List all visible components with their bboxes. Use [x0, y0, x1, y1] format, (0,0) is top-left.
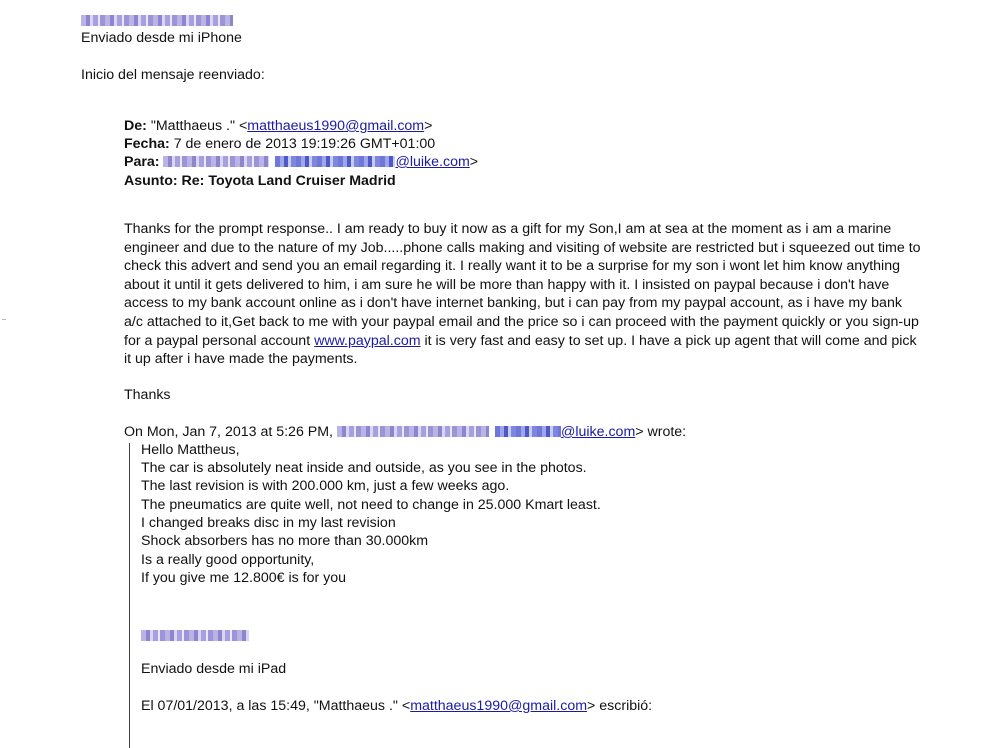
header-from: [124, 117, 432, 136]
quoted-line: Hello Mattheus,: [141, 442, 240, 458]
from-label: De:: [124, 118, 147, 134]
reply-prefix: El 07/01/2013, a las 15:49, "Matthaeus ." <: [141, 698, 411, 714]
message-thanks: Thanks: [124, 387, 171, 403]
redacted-wrote-local: [495, 426, 561, 437]
forwarded-message-label: Inicio del mensaje reenviado:: [81, 67, 265, 83]
date-label: Fecha:: [124, 136, 170, 152]
wrote-suffix: > wrote:: [635, 424, 687, 440]
quote-bar: [129, 443, 130, 748]
wrote-attribution: [124, 423, 686, 442]
from-email-link[interactable]: matthaeus1990@gmail.com: [247, 118, 425, 134]
redacted-recipient-local: [275, 156, 395, 167]
to-email-link[interactable]: @luike.com: [395, 154, 470, 170]
header-to: [124, 153, 478, 172]
message-body-part2: it is very fast and easy to set up. I have a pick up agent that will come and pick it up after i have made the payments.: [124, 332, 917, 368]
to-close: >: [469, 154, 479, 170]
redacted-sender-name: [81, 13, 233, 29]
reply-attribution: [141, 697, 652, 716]
stray-mark: [2, 319, 6, 320]
reply-suffix: > escribió:: [587, 698, 653, 714]
quoted-line: The pneumatics are quite well, not need to change in 25.000 Kmart least.: [141, 497, 601, 513]
sent-from-iphone: Enviado desde mi iPhone: [81, 30, 242, 46]
quoted-line: The car is absolutely neat inside and outside, as you see in the photos.: [141, 460, 587, 476]
date-value: 7 de enero de 2013 19:19:26 GMT+01:00: [173, 136, 436, 152]
wrote-email-link[interactable]: @luike.com: [560, 424, 636, 440]
quoted-line: The last revision is with 200.000 km, just a few weeks ago.: [141, 478, 510, 494]
subject-value: Re: Toyota Land Cruiser Madrid: [181, 173, 396, 189]
sent-from-ipad: Enviado desde mi iPad: [141, 661, 287, 677]
subject-label: Asunto:: [124, 173, 178, 189]
message-body: [124, 220, 924, 369]
redacted-wrote-name: [337, 426, 489, 437]
quoted-line: Is a really good opportunity,: [141, 552, 315, 568]
header-subject: [124, 172, 396, 191]
quoted-line: I changed breaks disc in my last revision: [141, 515, 396, 531]
message-body-part1: Thanks for the prompt response.. I am ready to buy it now as a gift for my Son,I am at sea at the moment as i am a marine engineer and due to the nature of my Job.....phone calls making and visiting of website are restricted but i squeezed out time to check this advert and send you an email regarding it. I really want it to be a surprise for my son i wont let him know anything about it until it gets delivered to him, i am sure he will be more than happy with it. I insisted on paypal because i don't have access to my bank account online as i don't have internet banking, but i can pay from my paypal account, as i have my bank a/c attached to it,Get back to me with your paypal email and the price so i can proceed with the payment quickly or you sign-up for a paypal personal account: [124, 221, 921, 349]
reply-email-link[interactable]: matthaeus1990@gmail.com: [410, 698, 588, 714]
redacted-recipient-name: [163, 156, 269, 167]
wrote-prefix: On Mon, Jan 7, 2013 at 5:26 PM,: [124, 424, 337, 440]
redacted-quoted-signature: [141, 628, 249, 644]
to-label: Para:: [124, 154, 160, 170]
paypal-link[interactable]: www.paypal.com: [314, 332, 421, 349]
header-date: [124, 135, 435, 154]
from-close: >: [424, 118, 433, 134]
quoted-line: If you give me 12.800€ is for you: [141, 570, 347, 586]
quoted-line: Shock absorbers has no more than 30.000km: [141, 533, 429, 549]
from-name: "Matthaeus ." <: [150, 118, 248, 134]
